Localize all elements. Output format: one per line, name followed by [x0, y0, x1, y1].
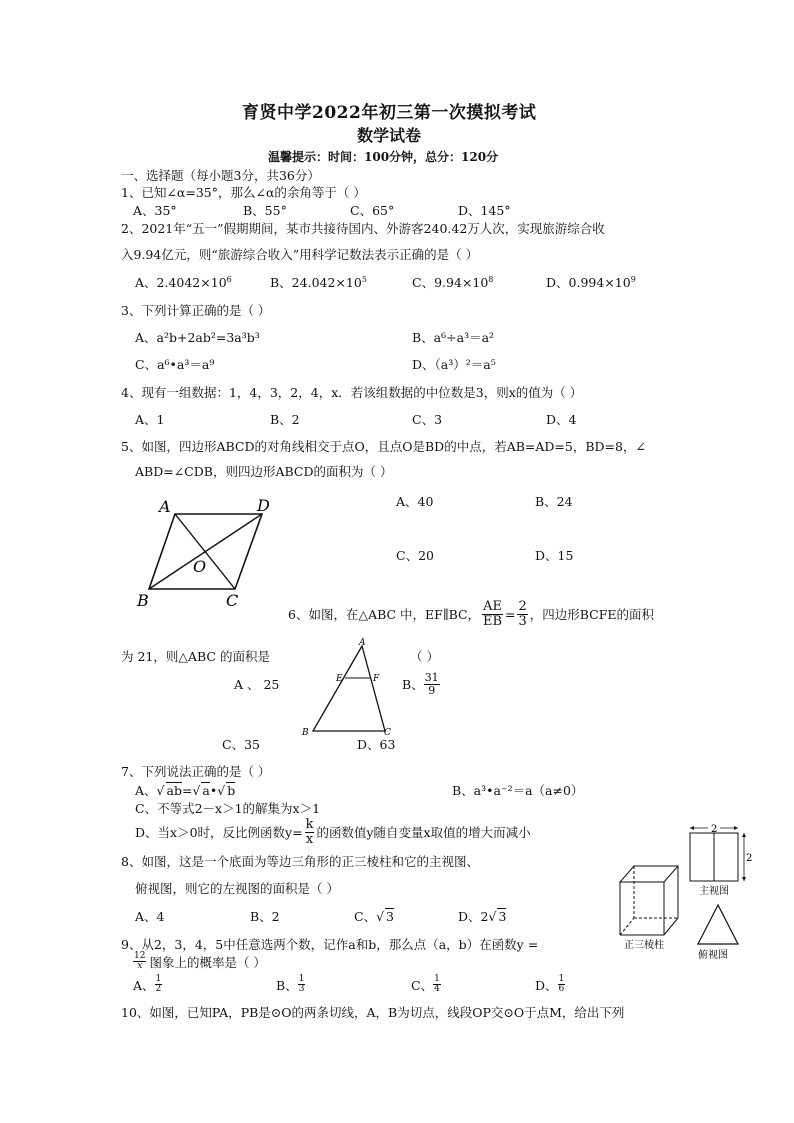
q8-prism-caption: 正三棱柱: [624, 940, 664, 950]
q5-option-c: C、20: [396, 548, 434, 563]
q8-front-view-figure: [684, 820, 756, 900]
q4-option-a: A、1: [135, 412, 165, 427]
q6-label-e: E: [336, 674, 343, 684]
q9-option-c: C、 $\frac{1}{4}$: [411, 974, 440, 995]
q7-option-a: A、√ ab=√ a•√ b: [135, 783, 236, 798]
q5-parallelogram-figure: [128, 492, 278, 614]
q6-option-a: A 、 25: [234, 677, 280, 692]
q6-option-c: C、35: [222, 737, 260, 752]
q8-line2: 俯视图，则它的左视图的面积是（ ）: [135, 881, 339, 896]
q7-option-b: B、a³•a⁻²＝a（a≠0）: [452, 783, 584, 798]
q5-label-o: O: [193, 557, 207, 576]
q6-label-a: A: [359, 638, 366, 648]
q8-option-a: A、4: [135, 909, 165, 924]
q2-line2: 入9.94亿元，则“旅游综合收入”用科学记数法表示正确的是（ ）: [121, 247, 479, 262]
q3-option-d: D、（a³）²＝a⁵: [412, 357, 496, 372]
q8-line1: 8、如图，这是一个底面为等边三角形的正三棱柱和它的主视图、: [121, 854, 479, 869]
q1-stem: 1、已知∠α=35°，那么∠α的余角等于（ ）: [121, 185, 366, 200]
q4-option-b: B、2: [270, 412, 300, 427]
q9-line2: $\frac{12}{x}$ 图象上的概率是（ ）: [134, 951, 266, 972]
q2-option-c: C、$9.94\times 10^8$: [412, 274, 494, 290]
q1-option-c: C、65°: [350, 203, 395, 218]
q6-triangle-figure: [298, 636, 398, 740]
q5-line2: ABD=∠CDB，则四边形ABCD的面积为（ ）: [135, 464, 393, 479]
q5-label-c: C: [226, 591, 239, 610]
q8-option-b: B、2: [250, 909, 280, 924]
exam-subtitle: 数学试卷: [357, 126, 422, 145]
q3-stem: 3、下列计算正确的是（ ）: [121, 303, 271, 318]
q5-option-a: A、40: [396, 494, 434, 509]
q9-option-d: D、 $\frac{1}{6}$: [535, 974, 565, 995]
q6-label-b: B: [302, 728, 309, 738]
q3-option-c: C、a⁶•a³＝a⁹: [135, 357, 215, 372]
q2-option-d: D、$0.994\times 10^9$: [546, 274, 636, 290]
q6-option-b: B、 $\frac{31}{9}$: [402, 671, 439, 697]
q4-stem: 4、现有一组数据：1，4，3，2，4，x．若该组数据的中位数是3，则x的值为（ ）: [121, 385, 583, 400]
q8-option-d: D、2√ 3: [458, 909, 507, 924]
q3-option-b: B、a⁶÷a³＝a²: [412, 330, 495, 345]
q7-option-d: D、当x＞0时，反比例函数y= $\frac{k}{x}$ 的函数值y随自变量x取值的增大而减小: [135, 817, 531, 847]
q5-label-a: A: [159, 497, 171, 516]
q6-option-d: D、63: [357, 737, 396, 752]
q4-option-c: C、3: [412, 412, 443, 427]
q2-option-b: B、$24.042\times 10^5$: [270, 274, 367, 290]
q3-option-a: A、a²b+2ab²=3a³b³: [135, 330, 260, 345]
q8-front-caption: 主视图: [699, 886, 729, 897]
exam-title: 育贤中学2022年初三第一次摸拟考试: [242, 103, 537, 123]
q5-line1: 5、如图，四边形ABCD的对角线相交于点O，且点O是BD的中点，若AB=AD=5，BD=8，∠: [121, 439, 646, 454]
q7-stem: 7、下列说法正确的是（ ）: [121, 764, 271, 779]
q9-line1: 9、从2，3，4，5中任意选两个数，记作a和b，那么点（a，b）在函数y =: [121, 937, 539, 952]
q6-answer-paren: （ ）: [410, 649, 439, 664]
q1-option-d: D、145°: [458, 203, 511, 218]
q6-line2: 为 21，则△ABC 的面积是: [121, 649, 270, 664]
q8-top-caption: 俯视图: [698, 950, 728, 961]
q7-option-c: C、不等式2－x＞1的解集为x＞1: [135, 801, 321, 816]
q10-line1: 10、如图，已知PA，PB是⊙O的两条切线，A，B为切点，线段OP交⊙O于点M，给出下列: [121, 1005, 625, 1020]
q2-line1: 2、2021年“五一”假期期间，某市共接待国内、外游客240.42万人次，实现旅游综合收: [121, 221, 605, 236]
q8-option-c: C、√ 3: [354, 909, 394, 924]
q1-option-a: A、35°: [133, 203, 177, 218]
q5-option-d: D、15: [535, 548, 574, 563]
q8-front-width-label: 2: [711, 824, 718, 835]
q8-top-view-figure: [694, 898, 750, 964]
q9-option-a: A、 $\frac{1}{2}$: [133, 974, 162, 995]
q5-label-d: D: [257, 496, 270, 515]
q5-option-b: B、24: [535, 494, 573, 509]
q1-option-b: B、55°: [243, 203, 287, 218]
section-heading: 一、选择题（每小题3分，共36分）: [121, 168, 320, 183]
q4-option-d: D、4: [546, 412, 577, 427]
q6-line1: 6、如图，在△ABC 中，EF∥BC， $\frac{AE}{EB}$ = $\frac{2}{3}$ ，四边形BCFE的面积: [288, 599, 655, 629]
q6-label-c: C: [384, 728, 391, 738]
q6-label-f: F: [373, 674, 380, 684]
q9-option-b: B、 $\frac{1}{3}$: [276, 974, 305, 995]
q2-option-a: A、$2.4042\times 10^6$: [135, 274, 232, 290]
q5-label-b: B: [137, 591, 149, 610]
exam-tip: 温馨提示：时间：100分钟，总分：120分: [268, 150, 499, 164]
q8-front-height-label: 2: [746, 853, 753, 864]
